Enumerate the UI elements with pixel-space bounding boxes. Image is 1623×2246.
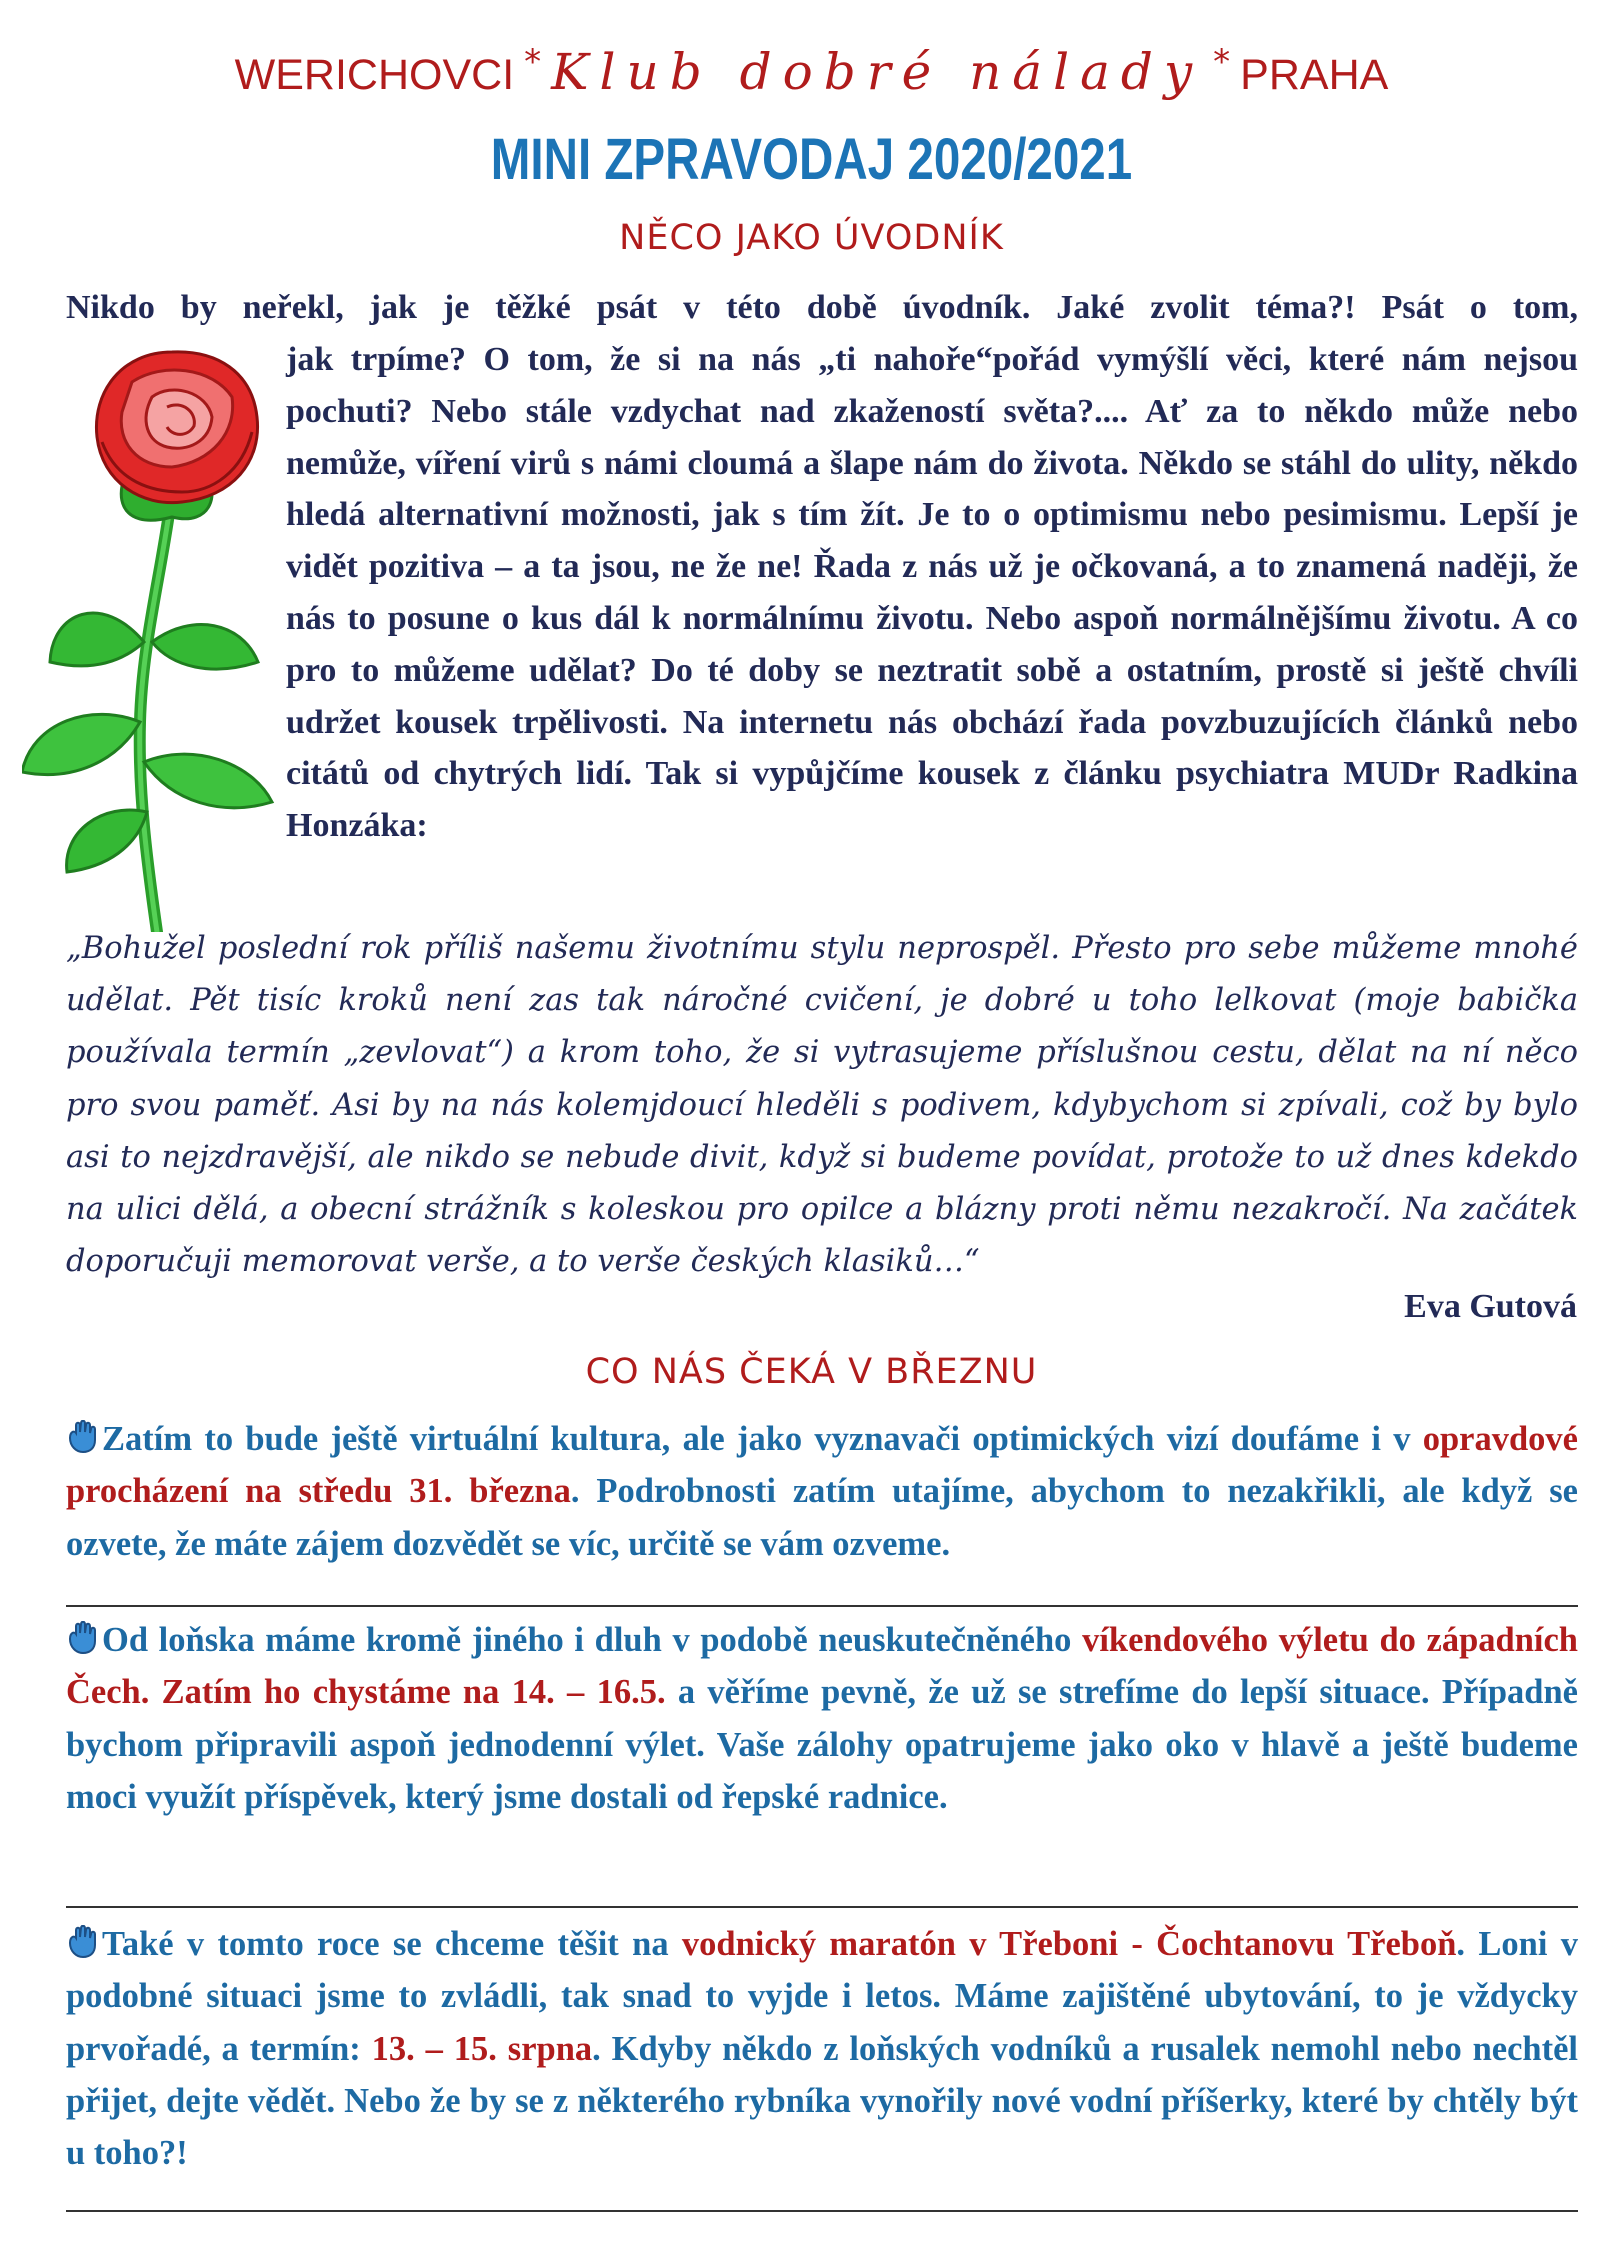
news-item-trip — [66, 1614, 1578, 1823]
editorial-body: jak trpíme? O tom, že si na nás „ti nahoře“pořád vymýšlí věci, které nám nejsou pochuti? Nebo stále vzdychat nad zkažeností světa?.... Ať za to někdo může nebo nemůže, víření virů s námi cloumá a šlape nám do života. Někdo se stáhl do ulity, někdo hledá alternativní možnosti, jak s tím žít. Je to o optimismu nebo pesimismu. Lepší je vidět pozitiva – a ta jsou, ne že ne! Řada z nás už je očkovaná, a to znamená naději, že nás to posune o kus dál k normálnímu životu. Nebo aspoň normálnějšímu životu. A co pro to můžeme udělat? Do té doby se neztratit sobě a ostatním, prostě si ještě chvíli udržet kousek trpělivosti. Na internetu nás obchází řada povzbuzujících článků nebo citátů od chytrých lidí. Tak si vypůjčíme kousek z článku psychiatra MUDr Radkina Honzáka: — [286, 341, 1578, 845]
news-item-marathon-date: 13. – 15. srpna — [371, 2029, 593, 2068]
editorial-first-line: Nikdo by neřekl, jak je těžké psát v této době úvodník. Jaké zvolit téma?! Psát o tom, — [66, 289, 1578, 326]
news-item-marathon-text-1: Také v tomto roce se chceme těšit na — [102, 1925, 682, 1963]
hand-pointer-icon — [66, 1925, 100, 1959]
news-item-walk-highlight: opravdové procházení na středu 31. března — [66, 1420, 1578, 1511]
news-item-walk-text-2: . Podrobnosti zatím utajíme, abychom to nezakřikli, ale když se ozvete, že máte zájem dozvědět se víc, určitě se vám ozveme. — [66, 1472, 1578, 1563]
editorial-quote: „Bohužel poslední rok příliš našemu životnímu stylu neprospěl. Přesto pro sebe můžeme mnohé udělat. Pět tisíc kroků není zas tak náročné cvičení, je dobré u toho lelkovat (moje babička používala termín „zevlovat“) a krom toho, že si vytrasujeme příslušnou cestu, dělat na ní něco pro svou paměť. Asi by na nás kolemjdoucí hleděli s podivem, kdybychom si zpívali, což by bylo asi to nejzdravější, ale nikdo se nebude divit, když si budeme povídat, protože to už dnes kdekdo na ulici dělá, a obecní strážník s koleskou pro opilce a blázny proti němu nezakročí. Na začátek doporučuji memorovat verše, a to verše českých klasiků…“ — [66, 931, 1578, 1280]
section-heading-editorial: NĚCO JAKO ÚVODNÍK — [619, 218, 1004, 258]
hand-pointer-icon — [66, 1621, 100, 1655]
news-item-walk — [66, 1413, 1578, 1570]
header-star-right: * — [1213, 42, 1231, 82]
newsletter-title: MINI ZPRAVODAJ 2020/2021 — [490, 127, 1133, 192]
news-item-trip-text-1: Od loňska máme kromě jiného i dluh v podobě neuskutečněného — [102, 1621, 1083, 1659]
header-club-name: Klub dobré nálady — [551, 43, 1204, 101]
section-heading-march: CO NÁS ČEKÁ V BŘEZNU — [585, 1352, 1038, 1392]
news-item-marathon — [66, 1918, 1578, 2179]
news-item-trip-text-2: a věříme pevně, že už se strefíme do lepší situace. Případně bychom připravili aspoň jednodenní výlet. Vaše zálohy opatrujeme jako oko v hlavě a ještě budeme moci využít příspěvek, který jsme dostali od řepské radnice. — [66, 1673, 1578, 1816]
club-header — [0, 30, 1623, 117]
divider — [66, 2210, 1578, 2212]
header-star-left: * — [524, 42, 542, 82]
header-right: PRAHA — [1240, 51, 1389, 99]
news-item-trip-highlight: víkendového výletu do západních Čech. Zatím ho chystáme na 14. – 16.5. — [66, 1621, 1578, 1712]
divider — [66, 1605, 1578, 1607]
divider — [66, 1906, 1578, 1908]
editorial-signature: Eva Gutová — [1404, 1288, 1577, 1325]
news-item-walk-text-1: Zatím to bude ještě virtuální kultura, ale jako vyznavači optimických vizí doufáme i v — [102, 1420, 1423, 1458]
news-item-marathon-text-3: . Kdyby někdo z loňských vodníků a rusalek nemohl nebo nechtěl přijet, dejte vědět. Nebo že by se z některého rybníka vynořily nové vodní příšerky, které by chtěly být u toho?! — [66, 2029, 1578, 2173]
news-item-marathon-text-2: . Loni v podobné situaci jsme to zvládli, tak snad to vyjde i letos. Máme zajištěné ubytování, to je vždycky prvořadé, a termín: — [66, 1925, 1578, 2068]
news-item-marathon-highlight: vodnický maratón v Třeboni - Čochtanovu Třeboň — [681, 1925, 1457, 1963]
header-left: WERICHOVCI — [234, 51, 515, 99]
hand-pointer-icon — [66, 1420, 100, 1454]
rose-illustration — [22, 342, 308, 932]
